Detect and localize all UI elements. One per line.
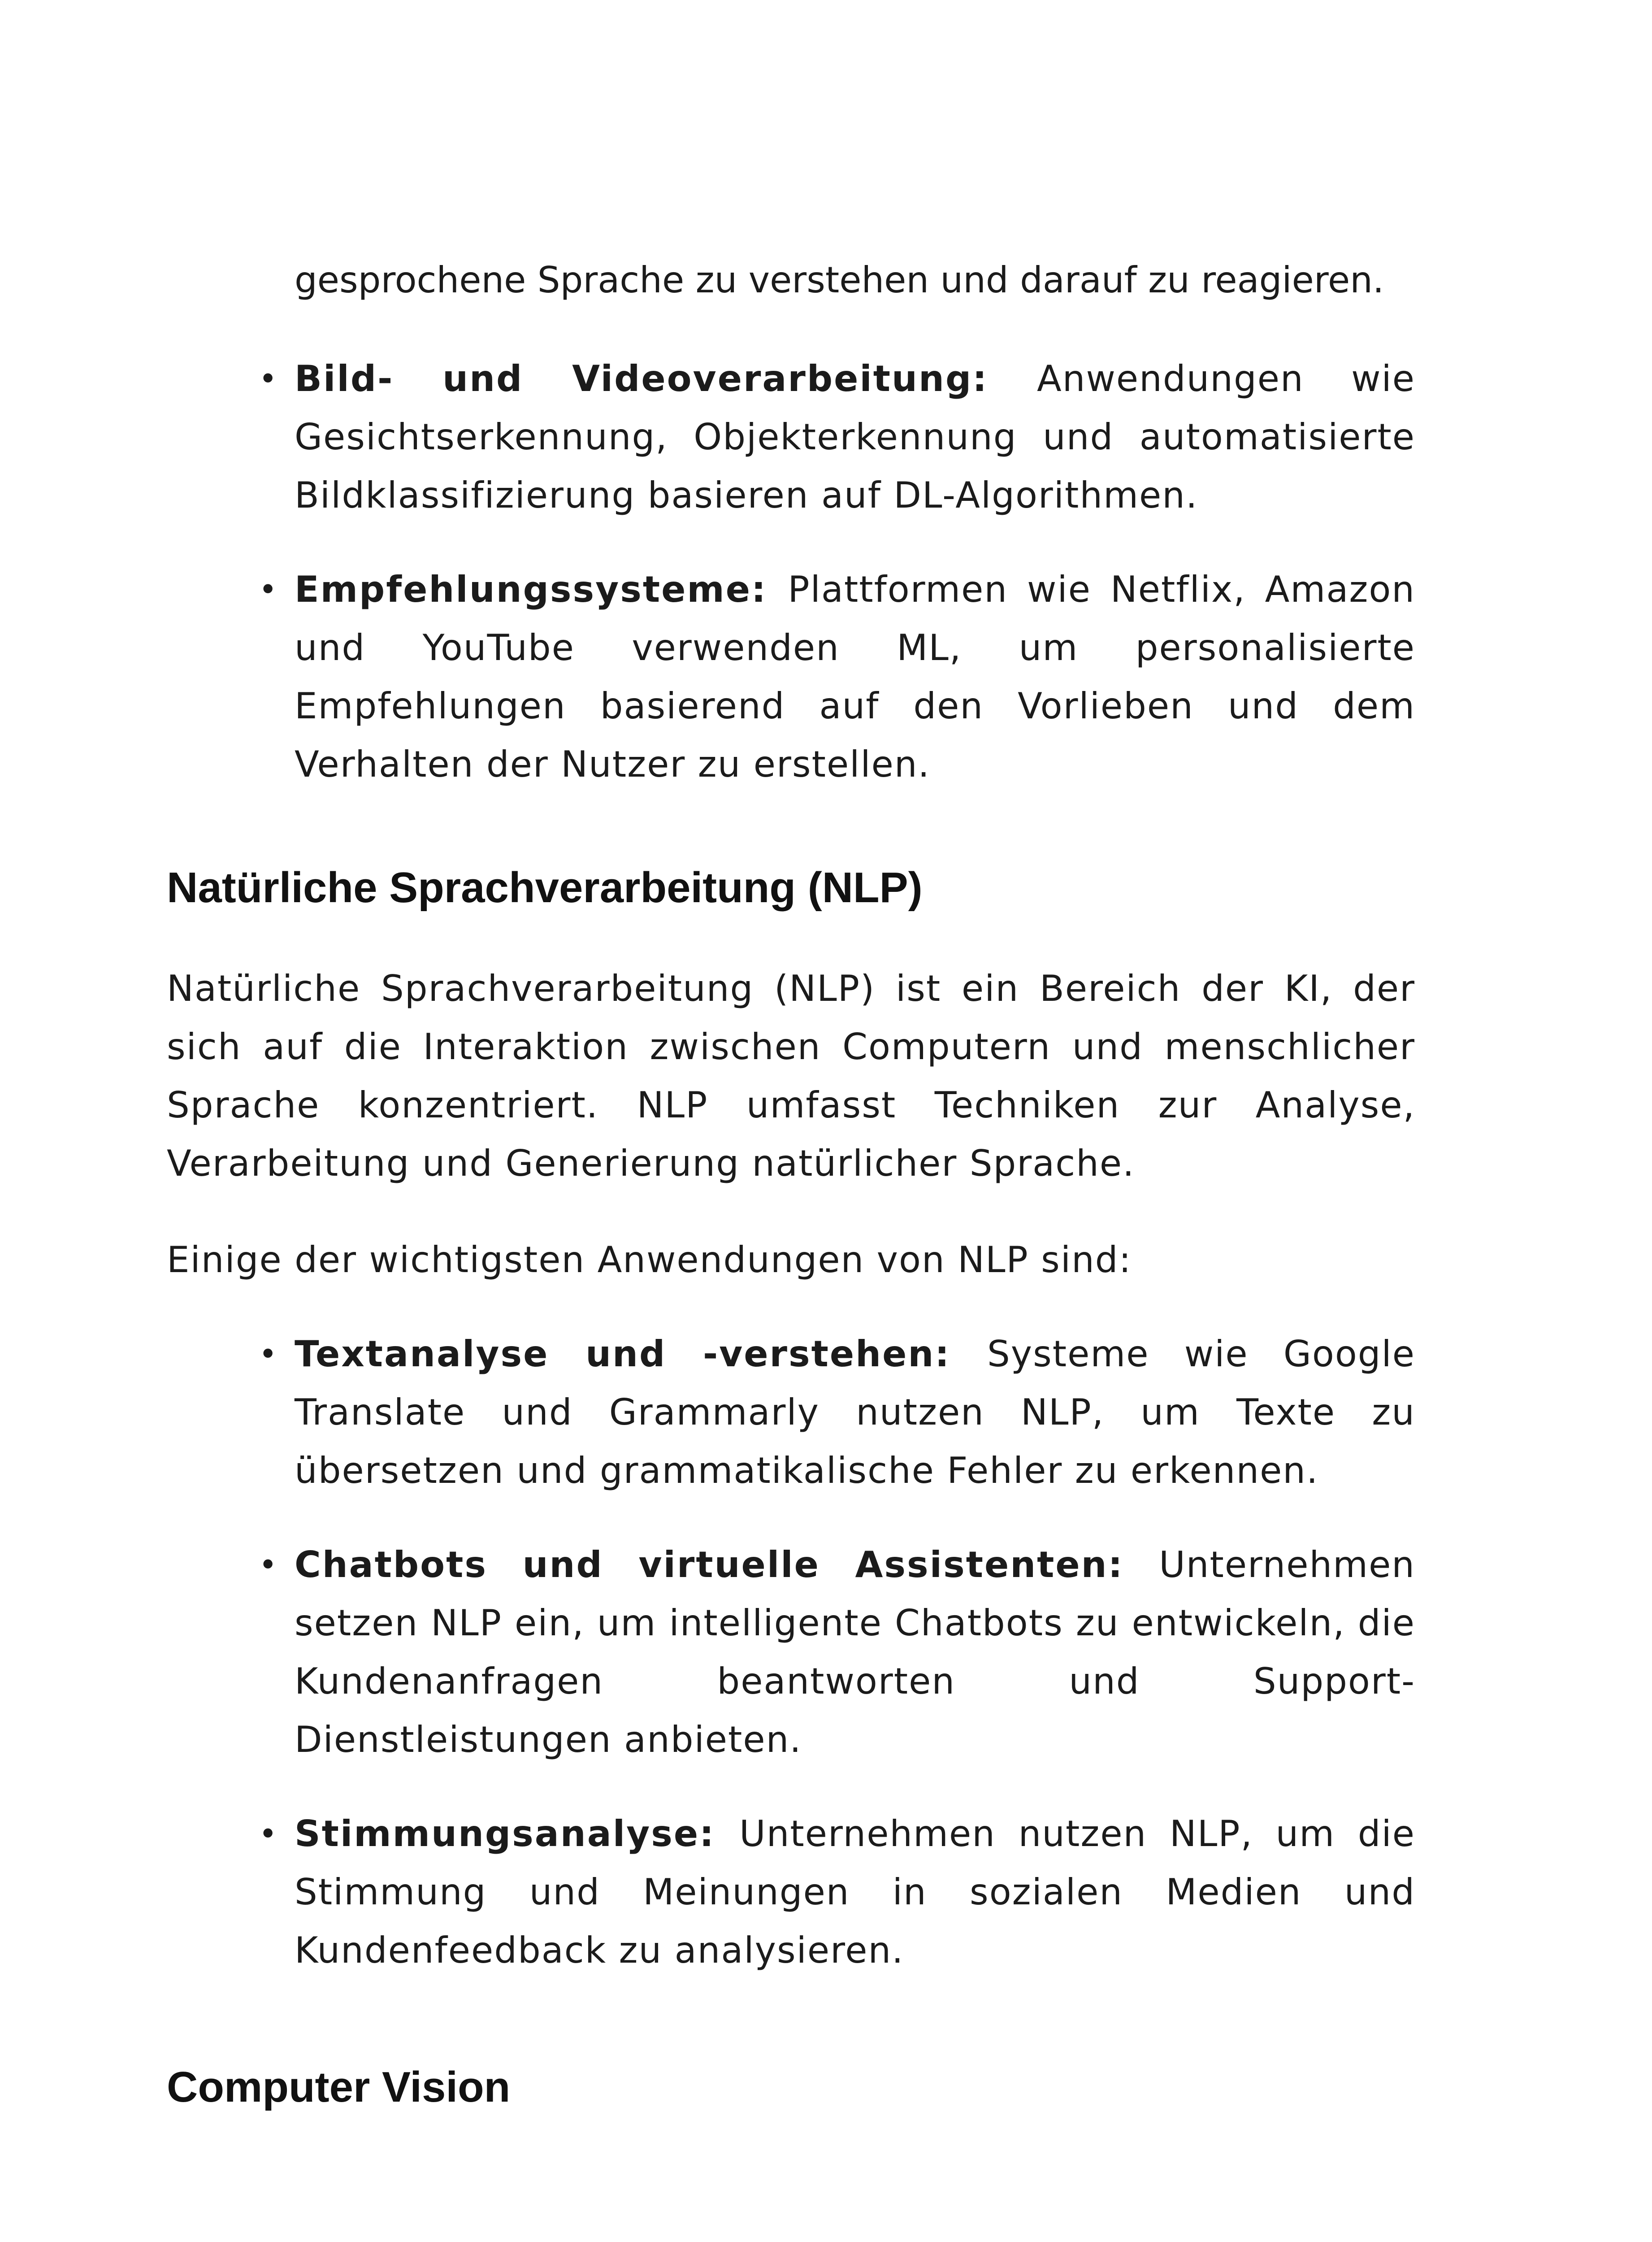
- bullet-list-applications: [259, 350, 1415, 794]
- bullet-icon: •: [259, 1547, 278, 1583]
- list-item: [259, 1325, 1415, 1500]
- nlp-list-intro: Einige der wichtigsten Anwendungen von NLP sind:: [167, 1239, 1132, 1281]
- list-item: [259, 350, 1415, 525]
- bullet-icon: •: [259, 571, 278, 608]
- bullet-icon: •: [259, 1336, 278, 1373]
- list-item-text: Systeme wie Google Translate und Grammarly nutzen NLP, um Texte zu übersetzen und grammatikalische Fehler zu erkennen.: [295, 1333, 1415, 1491]
- list-item-term: Stimmungsanalyse:: [295, 1813, 740, 1855]
- list-item-text: Plattformen wie Netflix, Amazon und YouTube verwenden ML, um personalisierte Empfehlungen basierend auf den Vorlieben und dem Verhalten der Nutzer zu erstellen.: [295, 569, 1415, 785]
- list-item-term: Textanalyse und -verstehen:: [295, 1333, 987, 1375]
- list-item: [259, 560, 1415, 794]
- bullet-list-nlp: [259, 1325, 1416, 1980]
- bullet-icon: •: [259, 361, 278, 397]
- list-item: [259, 1805, 1416, 1980]
- list-item: [259, 1536, 1415, 1769]
- list-item-text: Anwendungen wie Gesichtserkennung, Objekterkennung und automatisierte Bildklassifizierung basieren auf DL-Algorithmen.: [295, 358, 1415, 516]
- bullet-icon: •: [259, 1816, 278, 1852]
- section-heading-nlp: Natürliche Sprachverarbeitung (NLP): [167, 864, 923, 912]
- nlp-intro-paragraph: Natürliche Sprachverarbeitung (NLP) ist ein Bereich der KI, der sich auf die Interaktion zwischen Computern und menschlicher Sprache konzentriert. NLP umfasst Techniken zur Analyse, Verarbeitung und Generierung natürlicher Sprache.: [167, 968, 1415, 1184]
- list-item-term: Chatbots und virtuelle Assistenten:: [295, 1544, 1159, 1586]
- list-item-text: Unternehmen nutzen NLP, um die Stimmung und Meinungen in sozialen Medien und Kundenfeedback zu analysieren.: [295, 1813, 1416, 1971]
- list-item-term: Empfehlungssysteme:: [295, 569, 788, 610]
- section-heading-computer-vision: Computer Vision: [167, 2063, 511, 2111]
- list-item-text: Unternehmen setzen NLP ein, um intelligente Chatbots zu entwickeln, die Kundenanfragen beantworten und Support-Dienstleistungen anbieten.: [295, 1544, 1415, 1760]
- list-item-term: Bild- und Videoverarbeitung:: [295, 358, 1037, 400]
- continuation-text: gesprochene Sprache zu verstehen und darauf zu reagieren.: [295, 259, 1384, 301]
